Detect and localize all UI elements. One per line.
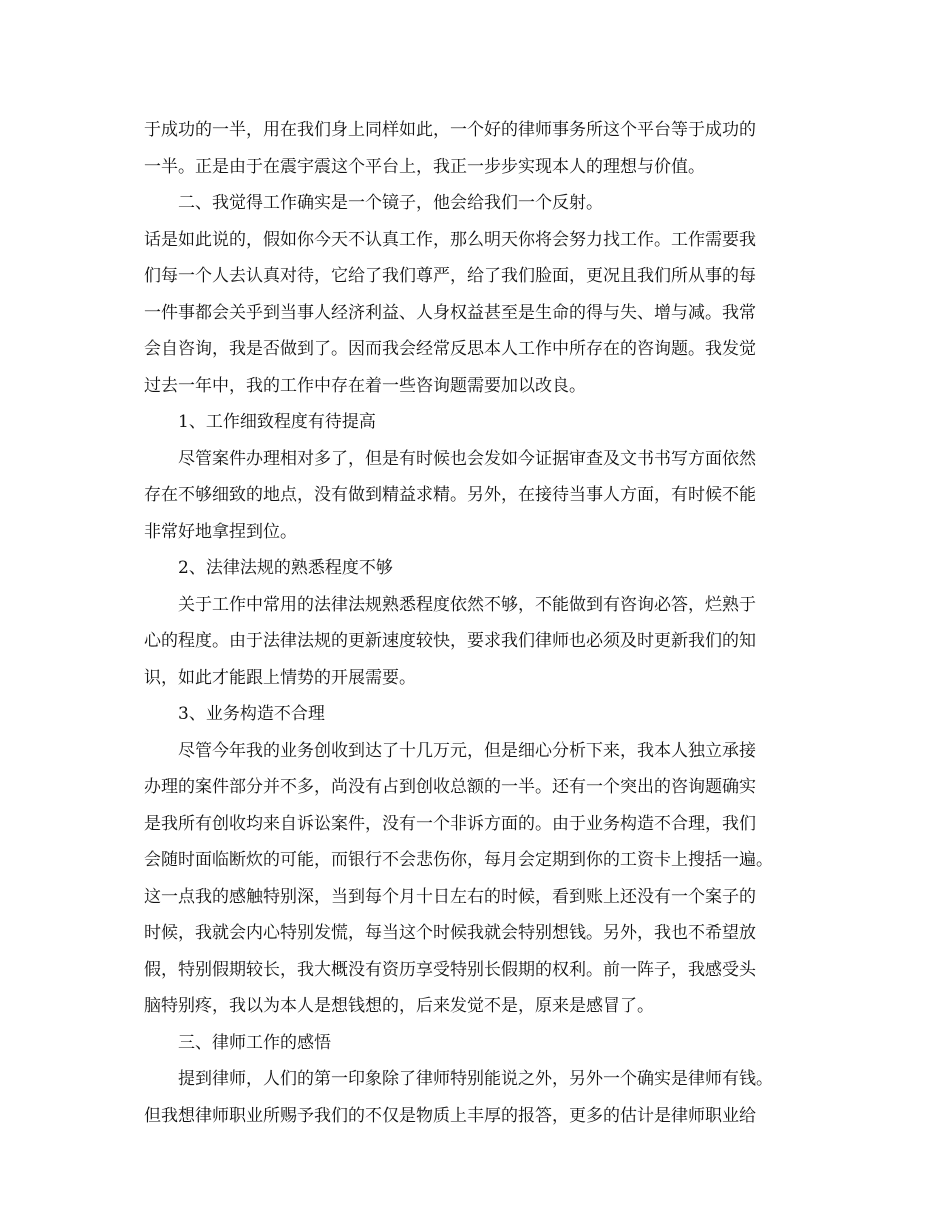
text-line: 一件事都会关乎到当事人经济利益、人身权益甚至是生命的得与失、增与减。我常 bbox=[144, 303, 756, 323]
text-line: 识，如此才能跟上情势的开展需要。 bbox=[144, 668, 416, 688]
text-line: 办理的案件部分并不多，尚没有占到创收总额的一半。还有一个突出的咨询题确实 bbox=[144, 777, 756, 797]
text-line: 时候，我就会内心特别发慌，每当这个时候我就会特别想钱。另外，我也不希望放 bbox=[144, 923, 756, 943]
text-line: 会随时面临断炊的可能，而银行不会悲伤你，每月会定期到你的工资卡上搜括一遍。 bbox=[144, 850, 773, 870]
text-line: 但我想律师职业所赐予我们的不仅是物质上丰厚的报答，更多的估计是律师职业给 bbox=[144, 1106, 756, 1126]
text-line: 非常好地拿捏到位。 bbox=[144, 522, 297, 542]
text-line: 提到律师，人们的第一印象除了律师特别能说之外，另外一个确实是律师有钱。 bbox=[178, 1069, 773, 1089]
text-line: 话是如此说的，假如你今天不认真工作，那么明天你将会努力找工作。工作需要我 bbox=[144, 230, 756, 250]
subsection-heading: 1、工作细致程度有待提高 bbox=[178, 412, 376, 432]
text-line: 尽管今年我的业务创收到达了十几万元，但是细心分析下来，我本人独立承接 bbox=[178, 741, 756, 761]
section-heading: 二、我觉得工作确实是一个镜子，他会给我们一个反射。 bbox=[178, 193, 603, 213]
text-line: 于成功的一半，用在我们身上同样如此，一个好的律师事务所这个平台等于成功的 bbox=[144, 120, 756, 140]
text-line: 是我所有创收均来自诉讼案件，没有一个非诉方面的。由于业务构造不合理，我们 bbox=[144, 814, 756, 834]
text-line: 过去一年中，我的工作中存在着一些咨询题需要加以改良。 bbox=[144, 376, 586, 396]
text-line: 尽管案件办理相对多了，但是有时候也会发如今证据审查及文书书写方面依然 bbox=[178, 449, 756, 469]
section-heading: 三、律师工作的感悟 bbox=[178, 1033, 331, 1053]
subsection-heading: 2、法律法规的熟悉程度不够 bbox=[178, 558, 393, 578]
text-line: 关于工作中常用的法律法规熟悉程度依然不够，不能做到有咨询必答，烂熟于 bbox=[178, 595, 756, 615]
text-line: 这一点我的感触特别深，当到每个月十日左右的时候，看到账上还没有一个案子的 bbox=[144, 887, 756, 907]
text-line: 会自咨询，我是否做到了。因而我会经常反思本人工作中所存在的咨询题。我发觉 bbox=[144, 339, 756, 359]
text-line: 脑特别疼，我以为本人是想钱想的，后来发觉不是，原来是感冒了。 bbox=[144, 996, 654, 1016]
text-line: 一半。正是由于在震宇震这个平台上，我正一步步实现本人的理想与价值。 bbox=[144, 157, 705, 177]
text-line: 心的程度。由于法律法规的更新速度较快，要求我们律师也必须及时更新我们的知 bbox=[144, 631, 756, 651]
text-line: 们每一个人去认真对待，它给了我们尊严，给了我们脸面，更况且我们所从事的每 bbox=[144, 266, 756, 286]
subsection-heading: 3、业务构造不合理 bbox=[178, 704, 325, 724]
text-line: 存在不够细致的地点，没有做到精益求精。另外，在接待当事人方面，有时候不能 bbox=[144, 485, 756, 505]
text-line: 假，特别假期较长，我大概没有资历享受特别长假期的权利。前一阵子，我感受头 bbox=[144, 960, 756, 980]
